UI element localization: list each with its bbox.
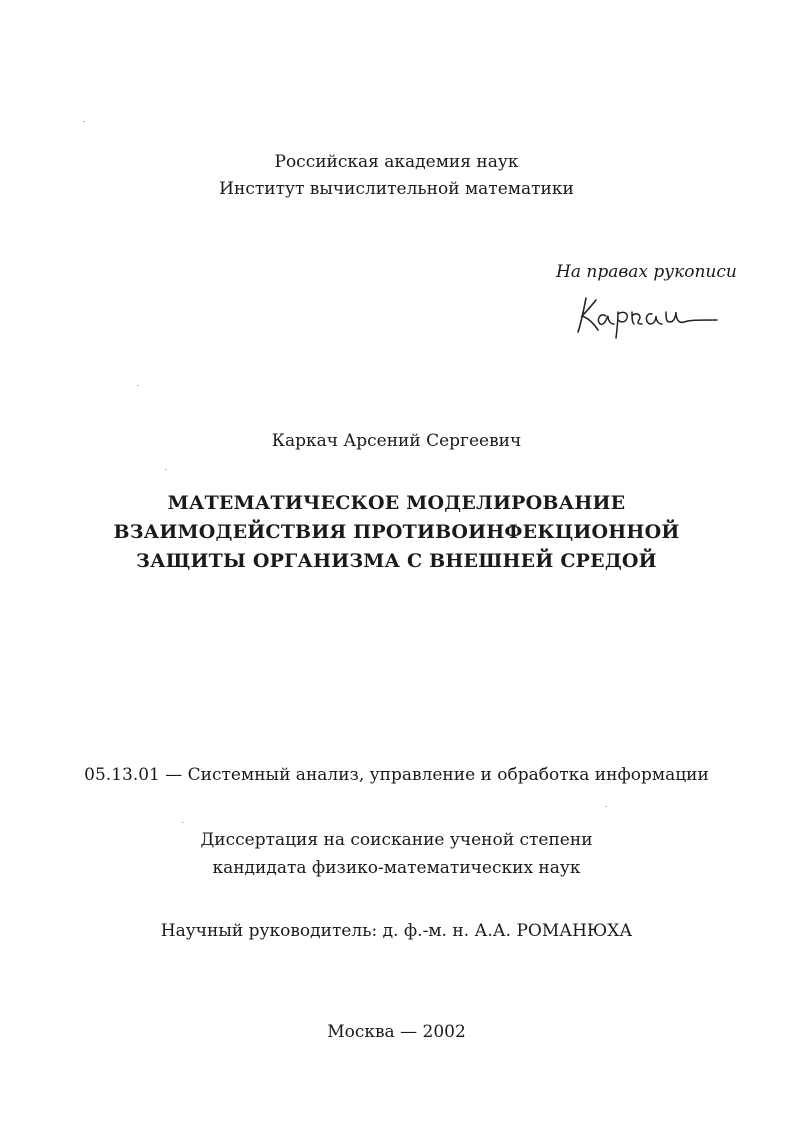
scan-speck <box>83 121 85 122</box>
degree-line-1: Диссертация на соискание ученой степени <box>200 830 593 850</box>
handwritten-signature <box>572 290 722 340</box>
thesis-title-line-1: МАТЕМАТИЧЕСКОЕ МОДЕЛИРОВАНИЕ <box>167 492 626 514</box>
degree-line-2: кандидата физико-математических наук <box>212 858 581 878</box>
scan-speck <box>605 806 607 807</box>
thesis-title-line-3: ЗАЩИТЫ ОРГАНИЗМА С ВНЕШНЕЙ СРЕДОЙ <box>136 550 657 572</box>
academy-name: Российская академия наук <box>274 152 519 172</box>
institute-name: Институт вычислительной математики <box>219 179 574 199</box>
scan-speck <box>165 469 167 470</box>
scan-speck <box>182 822 184 823</box>
scan-speck <box>137 385 139 386</box>
author-name: Каркач Арсений Сергеевич <box>271 431 522 451</box>
scientific-supervisor: Научный руководитель: д. ф.-м. н. А.А. РОМАНЮХА <box>160 921 633 941</box>
thesis-title-line-2: ВЗАИМОДЕЙСТВИЯ ПРОТИВОИНФЕКЦИОННОЙ <box>113 521 680 543</box>
specialty-code: 05.13.01 — Системный анализ, управление и обработка информации <box>84 765 709 785</box>
manuscript-note: На правах рукописи <box>556 262 737 282</box>
place-and-year: Москва — 2002 <box>327 1022 466 1042</box>
signature-text: Каркач <box>572 339 576 340</box>
